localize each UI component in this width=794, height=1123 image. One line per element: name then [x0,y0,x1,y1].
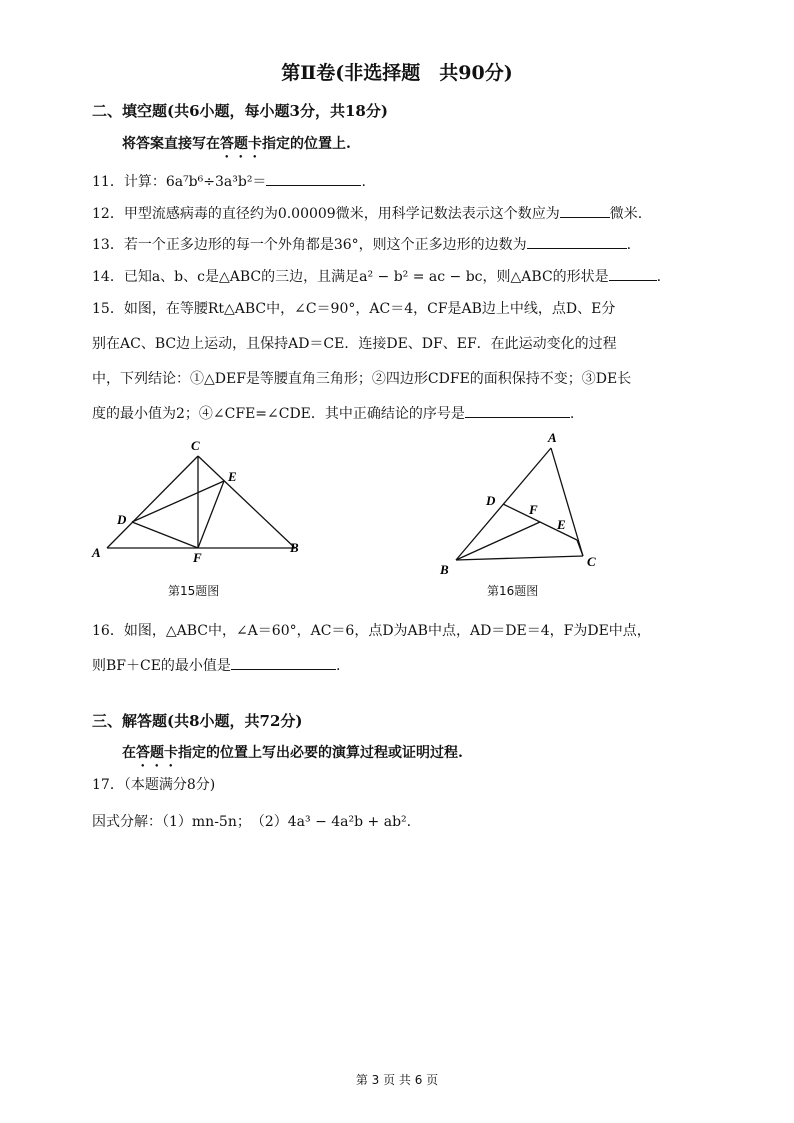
q15-line3: 中，下列结论：①△DEF是等腰直角三角形；②四边形CDFE的面积保持不变；③DE长 [92,371,632,387]
q11-text: 11．计算：6a⁷b⁶÷3a³b²＝ [92,174,267,190]
question-14 [92,266,661,286]
section2-instr-pre: 将答案直接写在 [122,136,220,152]
q15-line1: 15．如图，在等腰Rt△ABC中，∠C＝90°，AC＝4，CF是AB边上中线，点D、E分 [92,301,616,317]
fig16-label-a: A [548,430,557,445]
q17-body: 因式分解：（1）mn-5n； （2）4a³ − 4a²b + ab². [92,814,412,830]
q16-end: . [335,658,341,674]
fig16-label-d: D [486,493,496,508]
fig16-label-e: E [557,517,566,532]
fig16-caption: 第16题图 [487,584,539,598]
q15-end: . [569,406,575,422]
q11-end: . [361,174,366,190]
fig15-label-f: F [193,550,202,565]
section2-instr-post: 指定的位置上. [262,136,351,152]
q16-line2 [92,655,340,675]
q14-answer-blank[interactable] [609,266,657,281]
question-12 [92,203,642,223]
fig16-segment-ce [577,540,583,556]
q17-heading: 17．（本题满分8分) [92,777,216,793]
section3-heading: 三、解答题(共8小题，共72分) [92,712,303,730]
q16-answer-blank[interactable] [231,655,336,670]
section2-instruction [122,133,351,161]
section3-instr-post: 指定的位置上写出必要的演算过程或证明过程. [178,745,463,761]
q13-answer-blank[interactable] [527,234,627,249]
q14-end: . [656,269,662,285]
figure-16 [436,428,616,578]
q16-text: 则BF＋CE的最小值是 [92,658,231,674]
page-title: 第Ⅱ卷(非选择题 共90分) [281,62,513,84]
question-13 [92,234,631,254]
fig16-label-c: C [587,554,596,569]
fig15-caption: 第15题图 [168,584,220,598]
section3-instruction [122,742,463,770]
fig15-side-ac [107,456,198,548]
q14-text: 14．已知a、b、c是△ABC的三边，且满足a² − b² = ac − bc，则△ABC的形状是 [92,269,609,285]
fig15-label-a: A [92,545,101,560]
q15-line4 [92,403,574,423]
q16-line1: 16．如图，△ABC中，∠A＝60°，AC＝6，点D为AB中点，AD＝DE＝4，F为DE中点， [92,623,651,639]
figure-15 [90,436,320,576]
fig16-segment-bf [456,522,540,560]
fig16-side-ac [551,448,583,556]
section3-instr-emph: 答题卡 [136,745,178,761]
q12-answer-blank[interactable] [560,203,610,218]
q12-end: 微米. [609,206,643,222]
section3-instr-pre: 在 [122,745,136,761]
fig15-segment-df [132,522,198,548]
fig16-label-b: B [440,562,449,577]
page-footer: 第 3 页 共 6 页 [355,1073,439,1087]
fig16-side-bc [456,556,583,560]
q15-line2: 别在AC、BC边上运动，且保持AD＝CE．连接DE、DF、EF．在此运动变化的过程 [92,336,617,352]
fig15-label-c: C [191,438,200,453]
question-11 [92,171,366,191]
fig15-label-e: E [228,469,237,484]
section2-instr-emph: 答题卡 [220,136,262,152]
fig16-label-f: F [529,502,538,517]
q15-answer-blank[interactable] [465,403,570,418]
q13-text: 13．若一个正多边形的每一个外角都是36°，则这个正多边形的边数为 [92,237,527,253]
section2-heading: 二、填空题(共6小题，每小题3分，共18分) [92,102,388,120]
q12-text: 12．甲型流感病毒的直径约为0.00009微米，用科学记数法表示这个数应为 [92,206,560,222]
q15-text: 度的最小值为2；④∠CFE=∠CDE．其中正确结论的序号是 [92,406,465,422]
q11-answer-blank[interactable] [266,171,361,186]
fig15-side-bc [198,456,295,548]
fig15-label-b: B [290,540,299,555]
q13-end: . [626,237,632,253]
fig15-label-d: D [117,512,127,527]
